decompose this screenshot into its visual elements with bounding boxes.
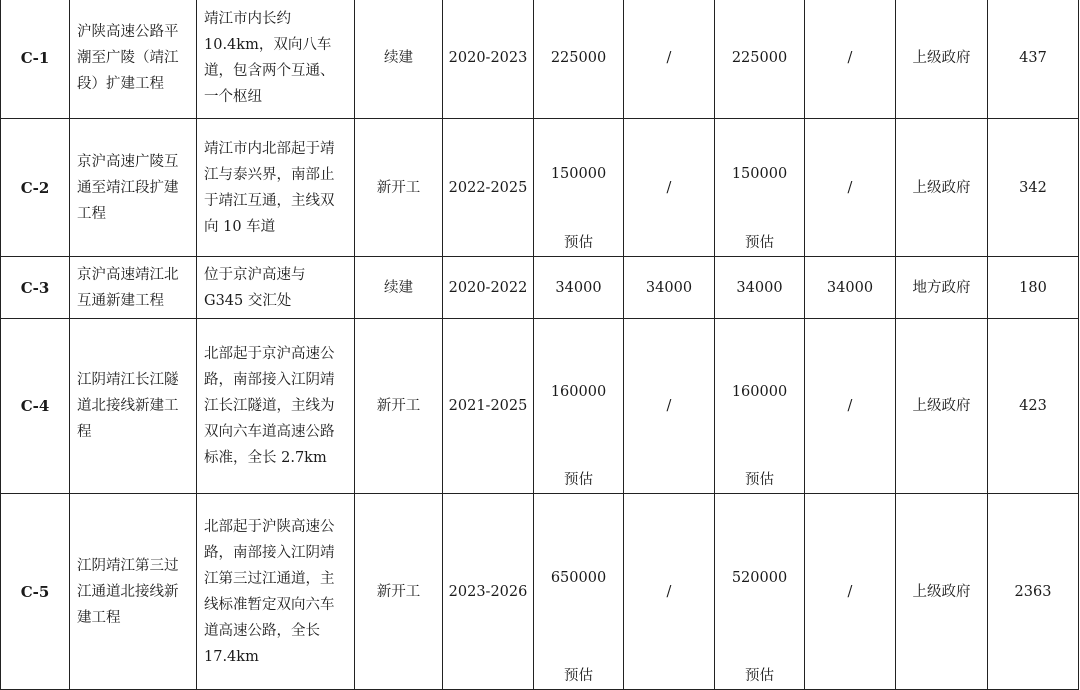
col4-value: /: [847, 583, 853, 600]
total-investment-cell: [534, 319, 624, 494]
total-investment-cell: [534, 0, 624, 119]
project-desc-line: 一个枢纽: [204, 88, 262, 105]
build-type: 续建: [384, 279, 413, 296]
col4-value: /: [847, 49, 853, 66]
project-desc-line: 江长江隧道，主线为: [204, 398, 335, 414]
col2-value: /: [666, 583, 672, 600]
period-cell: [443, 119, 534, 257]
project-desc-line: 双向六车道高速公路: [204, 424, 335, 440]
col3-cell: [715, 257, 805, 319]
project-name-line: 潮至广陵（靖江: [77, 49, 179, 66]
col3-value: 34000: [736, 279, 783, 296]
project-id-cell: [1, 257, 70, 319]
last-col-cell: [988, 119, 1079, 257]
last-value: 180: [1019, 279, 1047, 296]
project-desc-line: 江第三过江通道，主: [204, 570, 335, 587]
build-type: 续建: [384, 49, 413, 66]
project-desc-line: 江与泰兴界，南部止: [204, 166, 335, 183]
col2-cell: [624, 319, 715, 494]
period-cell: [443, 0, 534, 119]
project-desc-cell: [197, 0, 355, 119]
project-desc-line: 北部起于沪陕高速公: [204, 518, 335, 535]
col3-value: 150000: [731, 165, 788, 182]
col2-cell: [624, 494, 715, 690]
last-col-cell: [988, 494, 1079, 690]
build-period: 2020-2022: [448, 279, 528, 296]
project-name-line: 建工程: [77, 609, 121, 626]
project-name-cell: [70, 257, 197, 319]
project-desc-line: 位于京沪高速与: [204, 266, 306, 283]
table-row: [1, 0, 1079, 119]
col4-value: /: [847, 398, 853, 414]
project-name-line: 京沪高速广陵互: [77, 153, 179, 170]
funding-source: 上级政府: [912, 583, 971, 600]
total-investment: 150000: [550, 165, 607, 182]
funding-source: 上级政府: [912, 398, 971, 414]
project-id-cell: [1, 494, 70, 690]
table-row: [1, 257, 1079, 319]
total-investment-cell: [534, 494, 624, 690]
col2-value: /: [666, 179, 672, 196]
build-type: 新开工: [376, 398, 421, 414]
period-cell: [443, 319, 534, 494]
project-desc-line: 道，包含两个互通、: [204, 62, 335, 79]
estimate-note: 预估: [564, 668, 593, 684]
project-desc-line: 向 10 车道: [204, 218, 276, 235]
col4-cell: [805, 119, 896, 257]
table-body: [1, 0, 1079, 690]
col2-value: 34000: [645, 279, 693, 296]
col4-value: /: [847, 179, 853, 196]
project-desc-line: 靖江市内长约: [204, 10, 291, 27]
project-id: C-4: [20, 397, 50, 415]
build-type: 新开工: [376, 179, 421, 196]
build-type-cell: [355, 0, 443, 119]
last-col-cell: [988, 0, 1079, 119]
project-desc-line: 10.4km，双向八车: [204, 36, 332, 53]
period-cell: [443, 494, 534, 690]
last-value: 342: [1019, 179, 1047, 196]
project-name-line: 江阴靖江第三过: [77, 557, 179, 574]
estimate-note: 预估: [564, 472, 593, 488]
funding-source: 上级政府: [912, 49, 971, 66]
funding-source: 上级政府: [912, 179, 971, 196]
col3-value: 520000: [731, 569, 788, 586]
build-period: 2021-2025: [448, 398, 528, 414]
project-id-cell: [1, 0, 70, 119]
project-id: C-5: [20, 582, 50, 601]
col3-value: 225000: [731, 49, 788, 66]
col2-value: /: [666, 398, 672, 414]
build-period: 2023-2026: [448, 583, 528, 600]
project-desc-line: G345 交汇处: [204, 292, 292, 309]
total-investment-cell: [534, 119, 624, 257]
project-name-line: 道北接线新建工: [77, 398, 179, 414]
last-value: 2363: [1014, 583, 1052, 600]
col3-cell: [715, 119, 805, 257]
col2-cell: [624, 119, 715, 257]
project-desc-cell: [197, 257, 355, 319]
last-value: 423: [1019, 398, 1047, 414]
project-desc-line: 标准，全长 2.7km: [204, 450, 327, 466]
col3-cell: [715, 319, 805, 494]
estimate-note: 预估: [745, 235, 774, 251]
col2-cell: [624, 257, 715, 319]
project-name-line: 江阴靖江长江隧: [77, 372, 179, 388]
project-name-line: 京沪高速靖江北: [77, 266, 179, 283]
project-name-line: 江通道北接线新: [77, 583, 179, 600]
build-type-cell: [355, 494, 443, 690]
project-desc-line: 靖江市内北部起于靖: [204, 140, 335, 157]
estimate-note: 预估: [745, 668, 774, 684]
project-desc-line: 于靖江互通，主线双: [204, 192, 335, 209]
project-desc-line: 路，南部接入江阴靖: [204, 372, 335, 388]
project-desc-line: 道高速公路，全长: [204, 622, 320, 639]
period-cell: [443, 257, 534, 319]
total-investment: 650000: [550, 569, 607, 586]
funding-source-cell: [896, 119, 988, 257]
total-investment-cell: [534, 257, 624, 319]
total-investment: 34000: [555, 279, 602, 296]
build-period: 2020-2023: [448, 49, 528, 66]
funding-source-cell: [896, 494, 988, 690]
project-desc-cell: [197, 319, 355, 494]
funding-source-cell: [896, 257, 988, 319]
project-desc-line: 北部起于京沪高速公: [204, 346, 335, 362]
table-row: [1, 494, 1079, 690]
project-name-line: 通至靖江段扩建: [77, 179, 179, 196]
col3-value: 160000: [731, 384, 788, 400]
estimate-note: 预估: [745, 472, 774, 488]
build-type-cell: [355, 257, 443, 319]
col4-cell: [805, 0, 896, 119]
project-desc-cell: [197, 119, 355, 257]
project-name-cell: [70, 494, 197, 690]
col2-value: /: [666, 49, 672, 66]
project-desc-cell: [197, 494, 355, 690]
last-col-cell: [988, 257, 1079, 319]
funding-source-cell: [896, 0, 988, 119]
table-row: [1, 119, 1079, 257]
col3-cell: [715, 494, 805, 690]
project-id-cell: [1, 319, 70, 494]
total-investment: 160000: [550, 384, 607, 400]
project-name-cell: [70, 0, 197, 119]
project-name-line: 工程: [77, 205, 106, 222]
project-desc-line: 17.4km: [204, 648, 259, 665]
table-row: [1, 319, 1079, 494]
col4-cell: [805, 257, 896, 319]
col4-cell: [805, 494, 896, 690]
project-name-cell: [70, 119, 197, 257]
project-name-line: 段）扩建工程: [77, 75, 164, 92]
project-desc-line: 路，南部接入江阴靖: [204, 544, 335, 561]
project-id: C-1: [20, 48, 50, 67]
last-col-cell: [988, 319, 1079, 494]
build-type-cell: [355, 119, 443, 257]
project-id: C-2: [20, 178, 50, 197]
project-id-cell: [1, 119, 70, 257]
col4-cell: [805, 319, 896, 494]
total-investment: 225000: [550, 49, 607, 66]
build-type: 新开工: [376, 583, 421, 600]
col2-cell: [624, 0, 715, 119]
funding-source-cell: [896, 319, 988, 494]
col3-cell: [715, 0, 805, 119]
project-name-line: 程: [77, 424, 92, 440]
project-id: C-3: [20, 278, 50, 297]
project-name-line: 沪陕高速公路平: [77, 23, 179, 40]
build-type-cell: [355, 319, 443, 494]
project-desc-line: 线标准暂定双向六车: [204, 596, 335, 613]
last-value: 437: [1019, 49, 1047, 66]
funding-source: 地方政府: [912, 279, 971, 296]
project-name-cell: [70, 319, 197, 494]
project-name-line: 互通新建工程: [77, 292, 164, 309]
build-period: 2022-2025: [448, 179, 528, 196]
estimate-note: 预估: [564, 235, 593, 251]
col4-value: 34000: [826, 279, 874, 296]
